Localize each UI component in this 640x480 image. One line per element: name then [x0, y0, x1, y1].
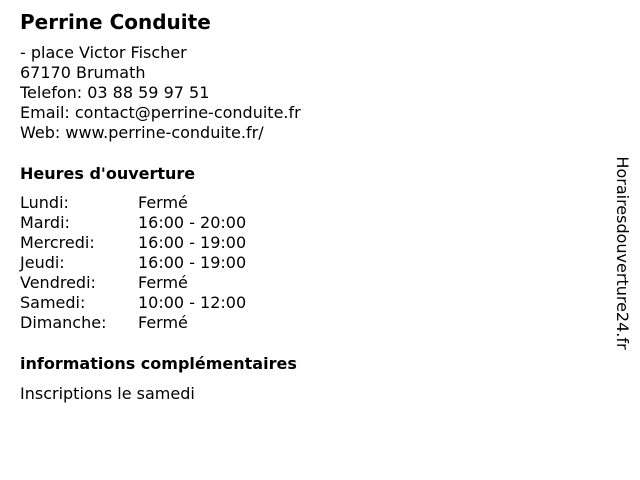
hours-day: Mardi: — [20, 213, 70, 232]
hours-row-mercredi — [20, 233, 246, 253]
hours-day: Samedi: — [20, 293, 86, 312]
hours-day: Jeudi: — [20, 253, 65, 272]
hours-row-mardi — [20, 213, 246, 233]
business-name: Perrine Conduite — [20, 10, 211, 34]
hours-time: 10:00 - 12:00 — [138, 293, 247, 312]
hours-table — [20, 193, 246, 333]
hours-day: Lundi: — [20, 193, 69, 212]
hours-row-samedi — [20, 293, 246, 313]
hours-day: Dimanche: — [20, 313, 107, 332]
hours-time: 16:00 - 20:00 — [138, 213, 247, 232]
hours-time: 16:00 - 19:00 — [138, 253, 247, 272]
email-text: Email: contact@perrine-conduite.fr — [20, 103, 301, 122]
watermark-text: Horairesdouverture24.fr — [613, 156, 632, 350]
address-street: - place Victor Fischer — [20, 43, 187, 62]
hours-day: Vendredi: — [20, 273, 96, 292]
contact-block — [20, 43, 301, 143]
hours-heading: Heures d'ouverture — [20, 164, 196, 183]
hours-row-lundi — [20, 193, 246, 213]
hours-day: Mercredi: — [20, 233, 95, 252]
address-city: 67170 Brumath — [20, 63, 146, 82]
hours-row-jeudi — [20, 253, 246, 273]
info-heading: informations complémentaires — [20, 354, 297, 373]
hours-time: Fermé — [138, 193, 188, 212]
phone-text: Telefon: 03 88 59 97 51 — [20, 83, 210, 102]
hours-time: Fermé — [138, 273, 188, 292]
hours-row-vendredi — [20, 273, 246, 293]
hours-time: 16:00 - 19:00 — [138, 233, 247, 252]
info-text: Inscriptions le samedi — [20, 384, 195, 403]
hours-row-dimanche — [20, 313, 246, 333]
web-text: Web: www.perrine-conduite.fr/ — [20, 123, 264, 142]
hours-time: Fermé — [138, 313, 188, 332]
